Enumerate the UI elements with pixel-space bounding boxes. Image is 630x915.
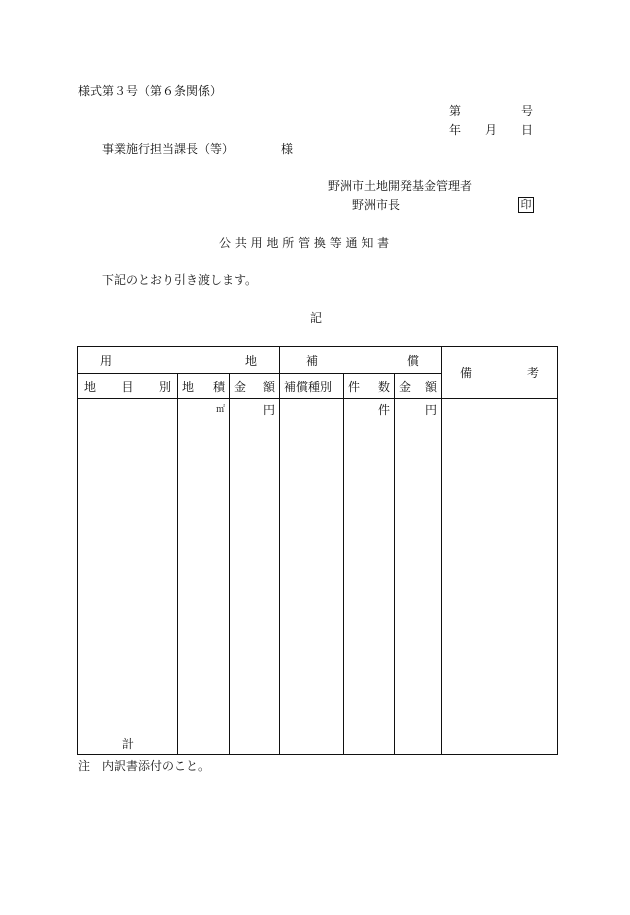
header-kensu: 件 数 <box>344 374 395 399</box>
notice-table <box>77 346 558 755</box>
header-compensation: 補 償 <box>280 347 442 374</box>
total-label: 計 <box>122 737 135 751</box>
cell-kensu <box>344 399 395 755</box>
date-day: 日 <box>521 123 534 137</box>
unit-yen-comp: 円 <box>425 403 438 417</box>
sender-title: 野洲市土地開発基金管理者 <box>328 179 473 193</box>
number-prefix: 第 <box>449 104 462 118</box>
header-remarks: 備 考 <box>442 347 558 399</box>
seal-mark: 印 <box>518 197 534 213</box>
header-chiseki: 地 積 <box>178 374 230 399</box>
header-chimoku: 地 目 別 <box>78 374 178 399</box>
cell-kingaku-comp <box>395 399 442 755</box>
form-number: 様式第３号（第６条関係） <box>78 84 223 98</box>
date-year: 年 <box>449 123 462 137</box>
number-suffix: 号 <box>521 104 534 118</box>
cell-remarks <box>442 399 558 755</box>
unit-yen-land: 円 <box>263 403 276 417</box>
header-kingaku-comp: 金 額 <box>395 374 442 399</box>
date-month: 月 <box>485 123 498 137</box>
header-kingaku-land: 金 額 <box>230 374 280 399</box>
recipient-name: 事業施行担当課長（等） <box>102 142 235 156</box>
recipient-honorific: 様 <box>281 142 294 156</box>
unit-ken: 件 <box>378 403 391 417</box>
unit-area: ㎡ <box>215 405 225 415</box>
cell-kingaku-land <box>230 399 280 755</box>
document-title: 公 共 用 地 所 管 換 等 通 知 書 <box>219 236 390 250</box>
header-land: 用 地 <box>78 347 280 374</box>
cell-chiseki <box>178 399 230 755</box>
header-compensation-type: 補償種別 <box>280 374 344 399</box>
footnote: 注 内訳書添付のこと。 <box>78 759 211 773</box>
cell-compensation-type <box>280 399 344 755</box>
ki-heading: 記 <box>310 311 323 325</box>
sender-name: 野洲市長 <box>352 198 401 212</box>
cell-chimoku <box>78 399 178 755</box>
body-text: 下記のとおり引き渡します。 <box>102 273 258 287</box>
